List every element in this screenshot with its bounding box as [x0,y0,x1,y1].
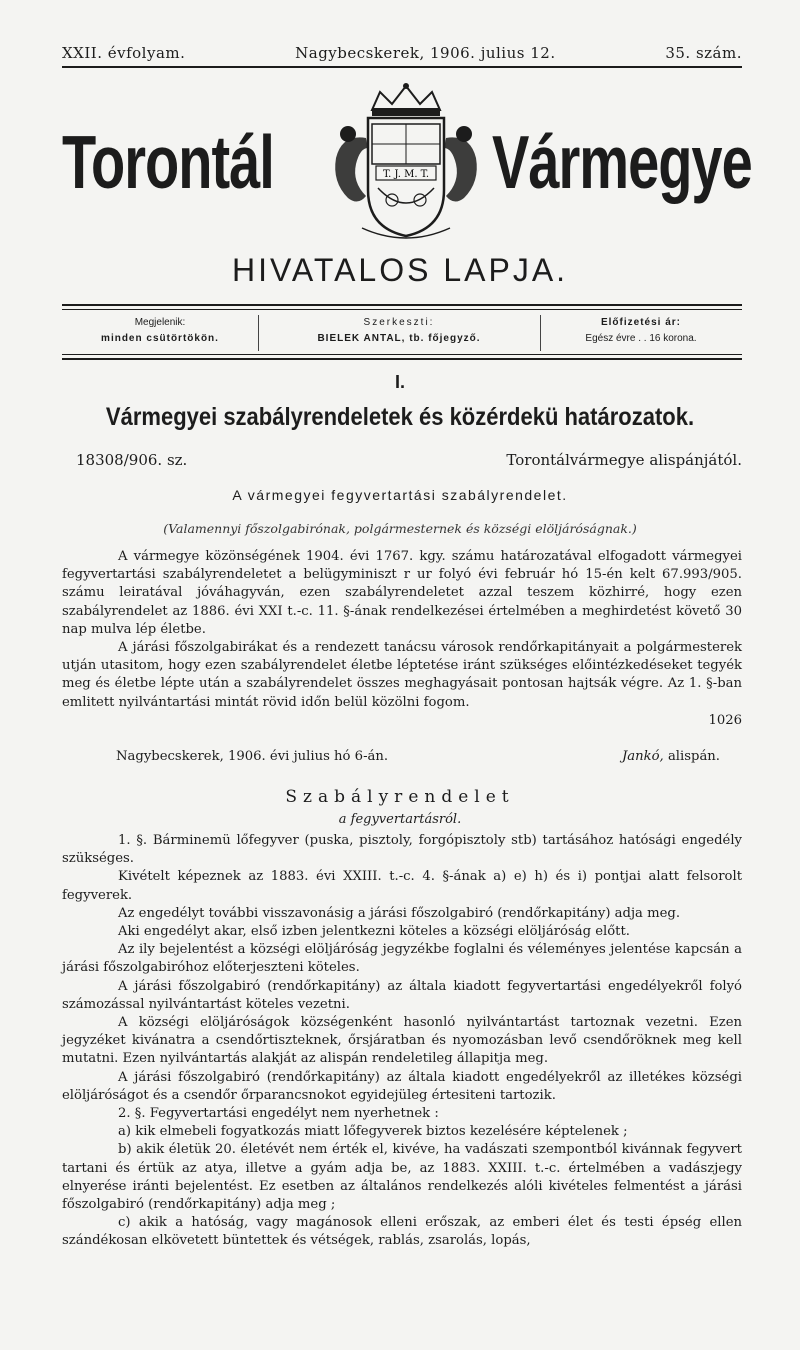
info-rule-top [62,304,742,306]
editor-box [258,315,540,351]
price-label: Előfizetési ár: [600,317,682,328]
regulation-paragraph: 2. §. Fegyvertartási engedélyt nem nyerhetnek : [118,1106,439,1122]
published-label: Megjelenik: [134,317,186,328]
reference-number: 18308/906. sz. [76,451,188,469]
info-rule-top-thin [62,309,742,310]
regulation-paragraph: A járási főszolgabiró (rendőrkapitány) az általa kiadott fegyvertartási engedélyekről folyó számozással nyilvántartást köteles vezetni. [62,978,742,1012]
reference-line [76,451,742,469]
masthead-subtitle: HIVATALOS LAPJA. [231,252,569,288]
regulation-paragraph: Aki engedélyt akar, első izben jelentkezni köteles a községi elöljáróság előtt. [118,924,630,940]
reference-from: Torontálvármegye alispánjától. [506,451,742,469]
price-value: Egész évre . . 16 korona. [585,333,697,344]
info-rule-bottom-thin [62,354,742,355]
crest-label: T. J. M. T. [382,169,430,180]
regulation-paragraph: c) akik a hatóság, vagy magánosok elleni erőszak, az emberi élet és testi épség ellen szándékosan elkövetett büntettek és vétségek, rablás, zsarolás, lopás, [62,1215,742,1249]
editor-value: BIELEK ANTAL, tb. főjegyző. [317,333,481,344]
signature-place: Nagybecskerek, 1906. évi julius hó 6-án. [116,749,389,764]
editor-label: Szerkeszti: [363,317,435,328]
regulation-paragraph: b) akik életük 20. életévét nem érték el, kivéve, ha vadászati szempontból kivánnak fegyvert tartani és értük az atya, illetve a gyám adja be, az 1883. XXIII. t.-c. értelmében a vadászjegy elnyerése iránti bejelentést. Ez esetben az általános rendelkezés alóli kivételes felmentést a járási főszolgabiró (rendőrkapitány) adja meg ; [62,1142,742,1213]
regulation-paragraph: Kivételt képeznek az 1883. évi XXIII. t.-c. 4. §-ának a) e) h) és i) pontjai alatt felsorolt fegyverek. [62,869,742,903]
signature-title: alispán. [667,749,720,764]
signature-row [116,749,720,764]
regulation-paragraph: a) kik elmebeli fogyatkozás miatt lőfegyverek biztos kezelésére képtelenek ; [118,1124,628,1140]
notice-body [62,548,742,730]
issue-header [62,44,742,64]
published-value: minden csütörtökön. [101,333,219,344]
volume-label: XXII. évfolyam. [62,44,186,62]
info-bar [62,315,742,351]
notice-paragraph: A járási főszolgabirákat és a rendezett tanácsu városok rendőrkapitányait a polgármesterek utján utasitom, hogy ezen szabályrendelet életbe léptetése iránt szükséges előintézkedéseket tegyék meg és életbe lépte után a szabályrendelet összes meghagyásait pontosan hajtsák végre. Az 1. §-ban emlitett nyilvántartási mintát rövid időn belül közölni fogom. [62,640,742,710]
regulation-body [62,832,742,1251]
header-rule [62,66,742,68]
regulation-paragraph: A községi elöljáróságok községenként hasonló nyilvántartást tartoznak vezetni. Ezen jegyzéket kivánatra a csendőrtiszteknek, őrsjáratban és nyomozásban levő csendőröknek meg kell mutatni. Ezen nyilvántartás alakját az alispán rendeletileg állapitja meg. [62,1015,742,1067]
issue-number: 35. szám. [665,44,742,62]
notice-heading: A vármegyei fegyvertartási szabályrendelet. [232,487,568,503]
regulation-subtitle: a fegyvertartásról. [338,812,462,827]
place-date: Nagybecskerek, 1906. julius 12. [295,44,556,62]
price-box [540,315,742,351]
masthead-right: Vármegye [492,119,752,205]
info-rule-bottom [62,358,742,360]
coat-of-arms-icon [322,78,490,246]
regulation-paragraph: 1. §. Bárminemü lőfegyver (puska, pisztoly, forgópisztoly stb) tartásához hatósági engedély szükséges. [62,833,742,867]
regulation-title: Szabályrendelet [285,787,515,807]
regulation-paragraph: Az ily bejelentést a községi elöljáróság jegyzékbe foglalni és véleményes jelentése kapcsán a járási főszolgabiróhoz előterjeszteni köteles. [62,942,742,976]
regulation-paragraph: A járási főszolgabiró (rendőrkapitány) az általa kiadott engedélyekről az illetékes községi elöljáróságot és a csendőr őrparancsnokot egyidejüleg értesiteni tartozik. [62,1069,742,1103]
notice-addressee: (Valamennyi főszolgabirónak, polgármesternek és községi elöljáróságnak.) [163,521,637,536]
masthead-left: Torontál [62,119,274,205]
section-title: Vármegyei szabályrendeletek és közérdekü határozatok. [105,402,695,431]
section-number: I. [394,372,405,392]
published-box [62,315,258,351]
notice-number: 1026 [708,712,742,728]
signature-name: Jankó, [621,749,664,764]
notice-paragraph: A vármegye közönségének 1904. évi 1767. kgy. számu határozatával elfogadott vármegyei fegyvertartási szabályrendeletet a belügyminiszt r ur folyó évi február hó 15-én kelt 67.993/905. számu leiratával jóváhagyván, ezen szabályrendeletet azzal teszem közhirré, hogy ezen szabályrendelet az 1886. évi XXI t.-c. 11. §-ának rendelkezései értelmében a meghirdetést követő 30 nap mulva lép életbe. [62,549,742,637]
regulation-paragraph: Az engedélyt további visszavonásig a járási főszolgabiró (rendőrkapitány) adja meg. [118,905,681,921]
